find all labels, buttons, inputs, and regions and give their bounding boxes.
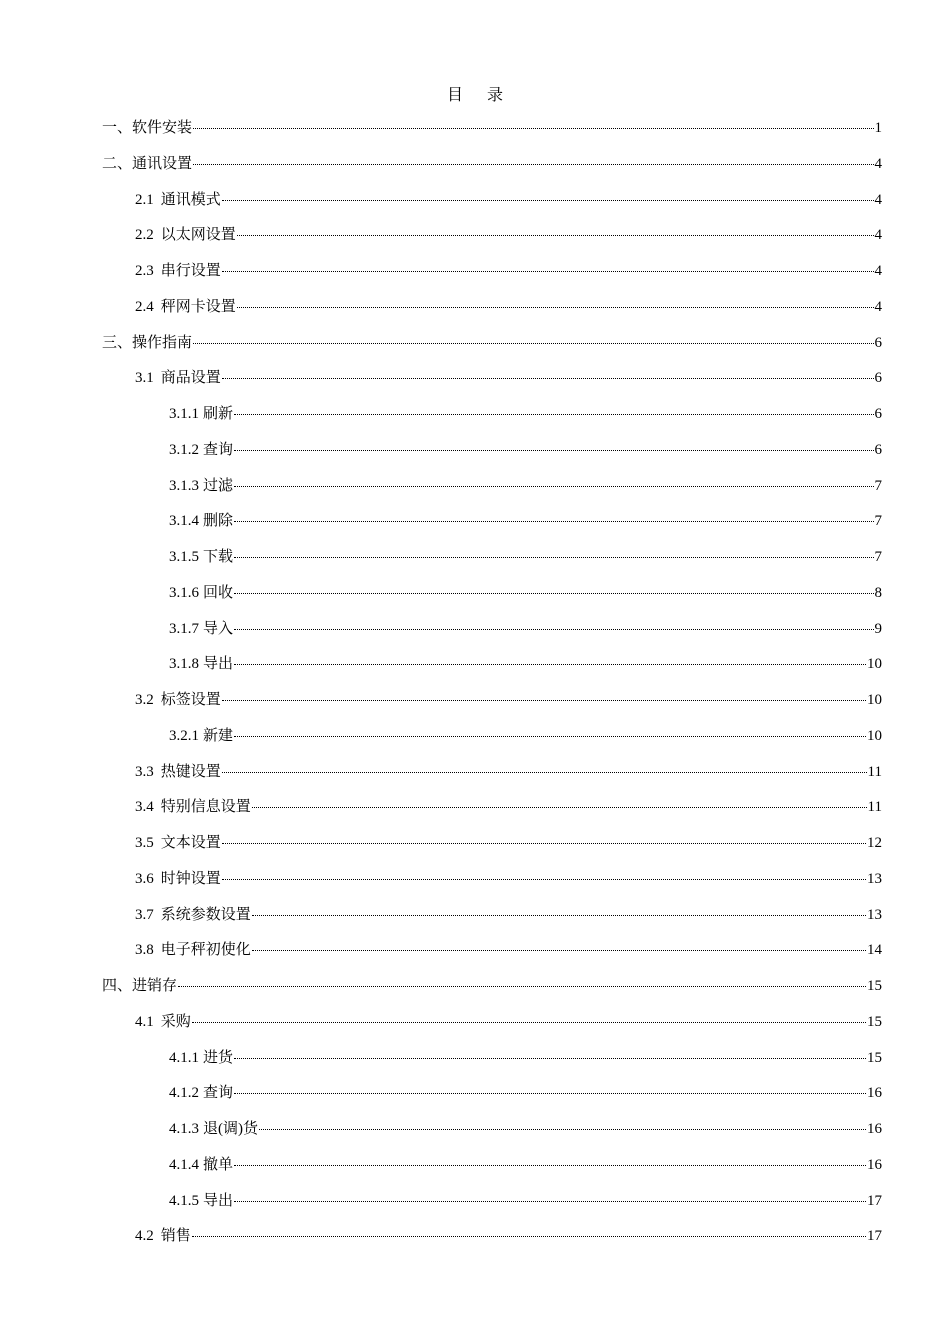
toc-entry-number: 4.1.1 — [169, 1049, 199, 1066]
toc-entry[interactable] — [169, 1153, 882, 1177]
toc-entry-label — [169, 1117, 258, 1141]
toc-entry-text: 下载 — [203, 549, 234, 565]
toc-entry-number: 3.3 — [135, 763, 154, 780]
toc-entry-text: 特别信息设置 — [160, 799, 251, 816]
toc-entry-text: 操作指南 — [132, 334, 193, 351]
toc-page-number: 11 — [867, 799, 882, 816]
toc-entry-text: 热键设置 — [160, 763, 221, 780]
toc-entry-number: 3.1.4 — [169, 513, 199, 530]
toc-page-number: 17 — [867, 1228, 882, 1245]
toc-entry-text: 退(调)货 — [203, 1121, 258, 1137]
toc-entry-text: 采购 — [160, 1013, 191, 1030]
toc-entry-number: 3.2 — [135, 692, 154, 708]
toc-entry[interactable] — [135, 295, 882, 319]
toc-page-number: 14 — [867, 942, 882, 959]
toc-entry-label — [169, 545, 233, 569]
toc-entry[interactable] — [135, 903, 882, 927]
toc-entry-text: 查询 — [203, 1085, 234, 1102]
toc-entry[interactable] — [135, 938, 882, 962]
toc-entry-label — [169, 402, 233, 426]
toc-entry-text: 撤单 — [203, 1156, 234, 1173]
toc-page-number: 17 — [867, 1192, 882, 1209]
toc-page-number: 15 — [867, 1049, 882, 1066]
toc-entry-text: 进货 — [203, 1049, 234, 1066]
toc-title: 目 录 — [446, 87, 513, 104]
toc-entry-number: 3.1.1 — [169, 406, 199, 422]
toc-page-number: 10 — [867, 656, 882, 673]
toc-entry-label — [135, 867, 221, 891]
toc-entry[interactable] — [135, 1224, 882, 1248]
toc-dot-leader — [222, 200, 874, 201]
toc-entry-number: 一、 — [102, 120, 133, 136]
toc-entry-text: 商品设置 — [160, 370, 221, 387]
toc-entry-number: 3.1 — [135, 370, 154, 387]
toc-entry-text: 以太网设置 — [160, 227, 236, 244]
toc-entry-label — [135, 188, 221, 212]
toc-dot-leader — [192, 1022, 866, 1023]
toc-entry-number: 3.5 — [135, 835, 154, 851]
toc-entry[interactable] — [135, 831, 882, 855]
toc-page-number: 6 — [874, 441, 882, 458]
toc-entry-number: 2.2 — [135, 227, 154, 244]
toc-dot-leader — [252, 807, 867, 808]
toc-dot-leader — [222, 772, 867, 773]
toc-entry-text: 导出 — [203, 1192, 234, 1209]
toc-entry[interactable] — [169, 617, 882, 641]
toc-entry[interactable] — [135, 760, 882, 784]
toc-entry[interactable] — [169, 724, 882, 748]
toc-entry-number: 4.1.4 — [169, 1156, 199, 1173]
toc-entry-text: 导入 — [203, 620, 234, 637]
toc-dot-leader — [222, 843, 866, 844]
toc-entry-label — [169, 438, 233, 462]
toc-entry[interactable] — [102, 974, 882, 998]
toc-entry-number: 3.8 — [135, 942, 154, 959]
toc-page-number: 7 — [874, 477, 882, 494]
toc-page-number: 4 — [874, 155, 882, 172]
toc-entry[interactable] — [135, 223, 882, 247]
toc-entry-text: 串行设置 — [160, 263, 221, 279]
toc-dot-leader — [234, 629, 873, 630]
toc-dot-leader — [234, 1093, 866, 1094]
toc-entry-number: 三、 — [102, 334, 133, 351]
toc-entry-label — [169, 1153, 233, 1177]
toc-entry[interactable] — [135, 795, 882, 819]
toc-dot-leader — [234, 450, 873, 451]
toc-entry-label — [169, 474, 233, 498]
toc-entry-label — [169, 509, 233, 533]
toc-entry-text: 时钟设置 — [160, 870, 221, 887]
toc-entry-label — [135, 903, 251, 927]
toc-entry[interactable] — [169, 1189, 882, 1213]
toc-entry-number: 4.2 — [135, 1228, 154, 1245]
toc-entry-label — [169, 617, 233, 641]
toc-entry[interactable] — [169, 1117, 882, 1141]
toc-entry[interactable] — [169, 438, 882, 462]
toc-entry-number: 3.2.1 — [169, 727, 199, 744]
toc-dot-leader — [222, 378, 874, 379]
toc-entry-text: 秤网卡设置 — [160, 298, 236, 315]
toc-entry-number: 四、 — [102, 978, 133, 994]
toc-dot-leader — [234, 557, 873, 558]
toc-entry-text: 删除 — [203, 513, 234, 530]
toc-entry-label — [169, 652, 233, 676]
toc-entry-text: 过滤 — [203, 477, 234, 494]
toc-page-number: 4 — [874, 227, 882, 244]
toc-entry-label — [102, 152, 192, 176]
toc-page-number: 1 — [874, 120, 882, 136]
toc-entry-number: 2.4 — [135, 298, 154, 315]
toc-dot-leader — [234, 414, 873, 415]
toc-entry-text: 刷新 — [203, 406, 234, 422]
toc-page-number: 9 — [874, 620, 882, 637]
toc-entry[interactable] — [135, 259, 882, 283]
toc-entry-label — [135, 795, 251, 819]
toc-entry-label — [169, 1081, 233, 1105]
toc-entry[interactable] — [102, 331, 882, 355]
toc-entry-text: 通讯模式 — [160, 191, 221, 208]
toc-entry-number: 4.1.2 — [169, 1085, 199, 1102]
toc-entry-text: 系统参数设置 — [160, 906, 251, 923]
toc-entry-number: 3.1.3 — [169, 477, 199, 494]
toc-entry[interactable] — [169, 509, 882, 533]
toc-entry-number: 3.1.2 — [169, 441, 199, 458]
toc-entry-label — [135, 366, 221, 390]
toc-entry[interactable] — [169, 474, 882, 498]
toc-page-number: 4 — [874, 263, 882, 279]
toc-entry-label — [135, 223, 236, 247]
toc-entry-label — [169, 1046, 233, 1070]
toc-entry-label — [169, 1189, 233, 1213]
toc-page-number: 16 — [867, 1085, 882, 1102]
toc-entry-text: 软件安装 — [132, 120, 193, 136]
toc-dot-leader — [237, 307, 874, 308]
toc-dot-leader — [193, 164, 873, 165]
toc-entry-text: 电子秤初使化 — [160, 942, 251, 959]
toc-entry-text: 回收 — [203, 584, 234, 601]
toc-entry-label — [102, 116, 192, 140]
toc-page-number: 6 — [874, 406, 882, 422]
toc-dot-leader — [259, 1129, 866, 1130]
toc-dot-leader — [192, 1236, 866, 1237]
toc-page-number: 15 — [867, 1013, 882, 1030]
toc-page-number: 11 — [867, 763, 882, 780]
toc-entry-number: 4.1.3 — [169, 1121, 199, 1137]
toc-entry[interactable] — [169, 545, 882, 569]
toc-page-number: 16 — [867, 1121, 882, 1137]
toc-page-number: 15 — [867, 978, 882, 994]
toc-entry-label — [135, 760, 221, 784]
toc-page-number: 13 — [867, 870, 882, 887]
toc-dot-leader — [234, 1058, 866, 1059]
toc-dot-leader — [234, 486, 873, 487]
toc-dot-leader — [234, 593, 873, 594]
toc-entry[interactable] — [135, 688, 882, 712]
toc-entry[interactable] — [169, 1046, 882, 1070]
toc-entry[interactable] — [135, 867, 882, 891]
toc-entry-number: 4.1.5 — [169, 1192, 199, 1209]
toc-page-number: 10 — [867, 727, 882, 744]
toc-entry[interactable] — [135, 188, 882, 212]
toc-entry-label — [169, 724, 233, 748]
toc-entry-text: 文本设置 — [160, 835, 221, 851]
toc-dot-leader — [193, 128, 873, 129]
toc-entry-text: 销售 — [160, 1228, 191, 1245]
toc-entry-text: 新建 — [203, 727, 234, 744]
toc-page-number: 7 — [874, 549, 882, 565]
toc-entry[interactable] — [169, 581, 882, 605]
toc-entry[interactable] — [102, 152, 882, 176]
toc-page-number: 16 — [867, 1156, 882, 1173]
toc-entry-label — [169, 581, 233, 605]
toc-entry-number: 3.1.7 — [169, 620, 199, 637]
toc-entry-text: 进销存 — [132, 978, 178, 994]
toc-entry-label — [135, 688, 221, 712]
toc-dot-leader — [178, 986, 866, 987]
toc-page-number: 12 — [867, 835, 882, 851]
toc-entry[interactable] — [169, 402, 882, 426]
toc-page-number: 8 — [874, 584, 882, 601]
toc-entry-number: 二、 — [102, 155, 133, 172]
toc-dot-leader — [222, 271, 874, 272]
toc-page-number: 6 — [874, 334, 882, 351]
toc-entry[interactable] — [135, 1010, 882, 1034]
toc-entry-number: 3.4 — [135, 799, 154, 816]
toc-page-number: 13 — [867, 906, 882, 923]
toc-entry-number: 3.6 — [135, 870, 154, 887]
toc-entry-label — [135, 259, 221, 283]
toc-entry-label — [135, 1224, 191, 1248]
toc-dot-leader — [222, 879, 866, 880]
toc-entry-label — [102, 331, 192, 355]
toc-entry-text: 标签设置 — [160, 692, 221, 708]
toc-entry-number: 4.1 — [135, 1013, 154, 1030]
toc-dot-leader — [222, 700, 866, 701]
toc-dot-leader — [237, 235, 874, 236]
toc-dot-leader — [252, 915, 866, 916]
toc-entry-label — [135, 1010, 191, 1034]
toc-entry-label — [135, 831, 221, 855]
toc-page-number: 4 — [874, 191, 882, 208]
toc-entry-number: 3.1.6 — [169, 584, 199, 601]
toc-page-number: 6 — [874, 370, 882, 387]
toc-dot-leader — [234, 664, 866, 665]
toc-entry-label — [135, 295, 236, 319]
toc-entry-label — [135, 938, 251, 962]
toc-entry[interactable] — [169, 1081, 882, 1105]
toc-entry-text: 查询 — [203, 441, 234, 458]
toc-dot-leader — [234, 1201, 866, 1202]
toc-entry[interactable] — [169, 652, 882, 676]
toc-page-number: 7 — [874, 513, 882, 530]
toc-entry-number: 3.7 — [135, 906, 154, 923]
toc-entry-text: 导出 — [203, 656, 234, 673]
toc-entry-number: 2.3 — [135, 263, 154, 279]
toc-dot-leader — [252, 950, 866, 951]
toc-page-number: 4 — [874, 298, 882, 315]
toc-entry-number: 3.1.8 — [169, 656, 199, 673]
toc-dot-leader — [234, 736, 866, 737]
toc-entry-label — [102, 974, 177, 998]
toc-dot-leader — [234, 521, 873, 522]
toc-entry-number: 3.1.5 — [169, 549, 199, 565]
toc-entry-number: 2.1 — [135, 191, 154, 208]
toc-entry[interactable] — [135, 366, 882, 390]
toc-page-number: 10 — [867, 692, 882, 708]
toc-entry-text: 通讯设置 — [132, 155, 193, 172]
toc-entry[interactable] — [102, 116, 882, 140]
toc-dot-leader — [193, 343, 873, 344]
toc-dot-leader — [234, 1165, 866, 1166]
